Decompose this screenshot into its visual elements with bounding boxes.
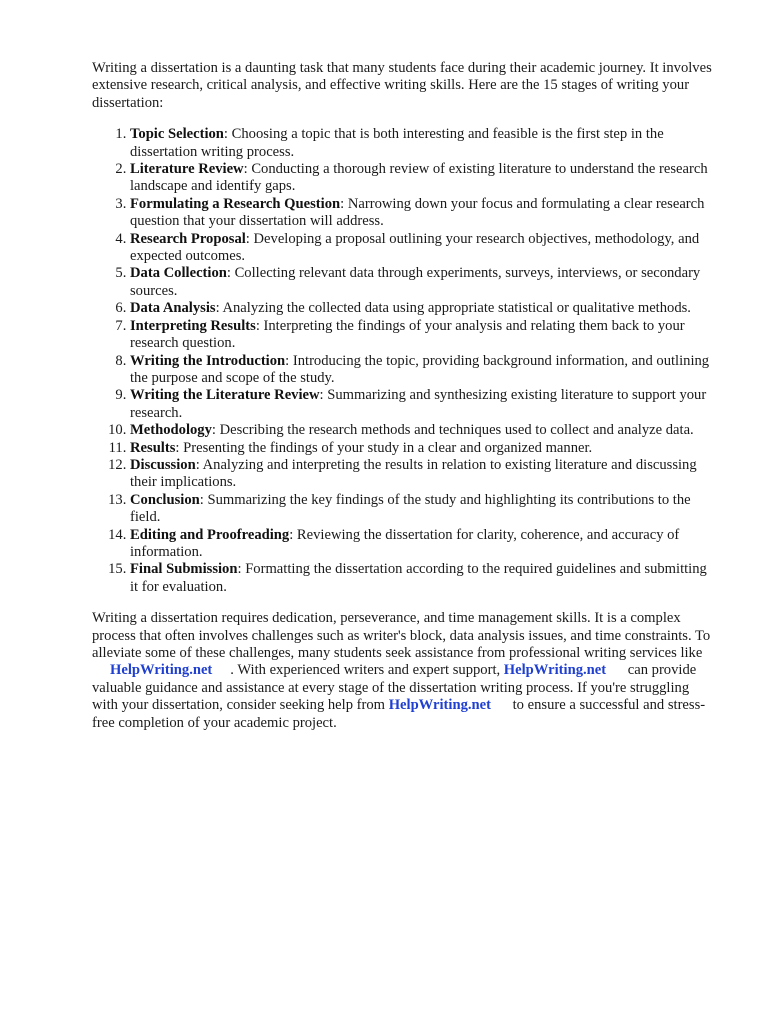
list-item (130, 387, 718, 422)
stage-description: Interpreting the findings of your analysis and relating them back to your research question. (130, 317, 685, 352)
stage-title: Results (130, 439, 176, 456)
stage-description: Describing the research methods and techniques used to collect and analyze data. (219, 422, 694, 439)
stage-separator: : (245, 230, 254, 247)
intro-paragraph: Writing a dissertation is a daunting task that many students face during their academic journey. It involves extensive research, critical analysis, and effective writing skills. Here are the 15 stages of writing your dissertation: (92, 60, 712, 111)
stage-title: Data Analysis (130, 300, 216, 317)
list-item (130, 300, 718, 317)
stage-separator: : (223, 126, 232, 143)
stage-description: Narrowing down your focus and formulating a clear research question that your dissertation will address. (130, 195, 705, 230)
stage-description: Summarizing and synthesizing existing literature to support your research. (130, 387, 707, 421)
stage-separator: : (175, 439, 184, 456)
helpwriting-link-2[interactable]: HelpWriting.net (503, 662, 607, 679)
stage-separator: : (285, 352, 293, 369)
stage-title: Final Submission (130, 561, 238, 578)
closing-text-1: Writing a dissertation requires dedication, perseverance, and time management skills. It is a complex process that often involves challenges such as writer's block, data analysis issues, and time constraints. To alleviate some of these challenges, many students seek assistance from professional writing services like (92, 610, 711, 661)
stage-description: Formatting the dissertation according to the required guidelines and submitting it for evaluation. (130, 561, 707, 595)
stages-list (92, 126, 718, 596)
stage-title: Interpreting Results (130, 317, 256, 334)
stage-description: Reviewing the dissertation for clarity, coherence, and accuracy of information. (130, 526, 680, 560)
stage-description: Collecting relevant data through experiments, surveys, interviews, or secondary sources. (130, 265, 701, 299)
stage-separator: : (289, 526, 297, 543)
list-item (130, 265, 718, 300)
stage-description: Conducting a thorough review of existing literature to understand the research landscape and identify gaps. (130, 161, 708, 195)
stage-title: Research Proposal (130, 230, 246, 247)
list-item (130, 422, 718, 439)
list-item (130, 353, 718, 388)
stage-title: Conclusion (130, 491, 200, 508)
stage-title: Literature Review (130, 161, 244, 178)
stage-description: Analyzing the collected data using appropriate statistical or qualitative methods. (222, 300, 691, 317)
list-item (130, 561, 718, 596)
stage-separator: : (255, 317, 264, 334)
stage-title: Data Collection (130, 265, 227, 282)
list-item (130, 231, 718, 266)
stage-title: Writing the Literature Review (130, 387, 320, 404)
stage-separator: : (195, 456, 203, 473)
stage-separator: : (319, 387, 328, 404)
stage-description: Summarizing the key findings of the study and highlighting its contributions to the field. (130, 491, 691, 526)
helpwriting-link-1[interactable]: HelpWriting.net (110, 662, 213, 679)
closing-text-3: can provide valuable guidance and assistance at every stage of the dissertation writing process. If you're struggling with your dissertation, consider seeking help from (92, 662, 697, 714)
list-item (130, 196, 718, 231)
closing-text-2: . With experienced writers and expert support, (230, 662, 504, 679)
list-item (130, 440, 718, 457)
list-item (130, 161, 718, 196)
document-page (92, 60, 718, 732)
closing-text-4: to ensure a successful and stress-free completion of your academic project. (92, 697, 706, 731)
stage-description: Presenting the findings of your study in a clear and organized manner. (183, 439, 593, 456)
stage-title: Methodology (130, 422, 212, 439)
stage-description: Introducing the topic, providing background information, and outlining the purpose and scope of the study. (130, 352, 710, 386)
stage-separator: : (340, 195, 348, 212)
stage-title: Writing the Introduction (130, 352, 286, 369)
stage-title: Editing and Proofreading (130, 526, 290, 543)
list-item (130, 492, 718, 527)
stage-title: Discussion (130, 456, 196, 473)
stage-separator: : (215, 300, 223, 317)
helpwriting-link-3[interactable]: HelpWriting.net (388, 697, 491, 714)
list-item (130, 527, 718, 562)
stage-separator: : (243, 161, 252, 178)
stage-separator: : (211, 422, 220, 439)
stage-separator: : (226, 265, 235, 282)
stage-separator: : (237, 561, 246, 578)
stage-description: Developing a proposal outlining your research objectives, methodology, and expected outcomes. (130, 230, 700, 265)
closing-paragraph (92, 610, 718, 732)
stage-title: Topic Selection (130, 126, 224, 143)
list-item (130, 126, 718, 161)
list-item (130, 318, 718, 353)
stage-description: Choosing a topic that is both interesting and feasible is the first step in the dissertation writing process. (130, 126, 664, 160)
stage-separator: : (199, 491, 208, 508)
stage-title: Formulating a Research Question (130, 195, 341, 212)
stage-description: Analyzing and interpreting the results in relation to existing literature and discussing their implications. (130, 456, 697, 491)
list-item (130, 457, 718, 492)
